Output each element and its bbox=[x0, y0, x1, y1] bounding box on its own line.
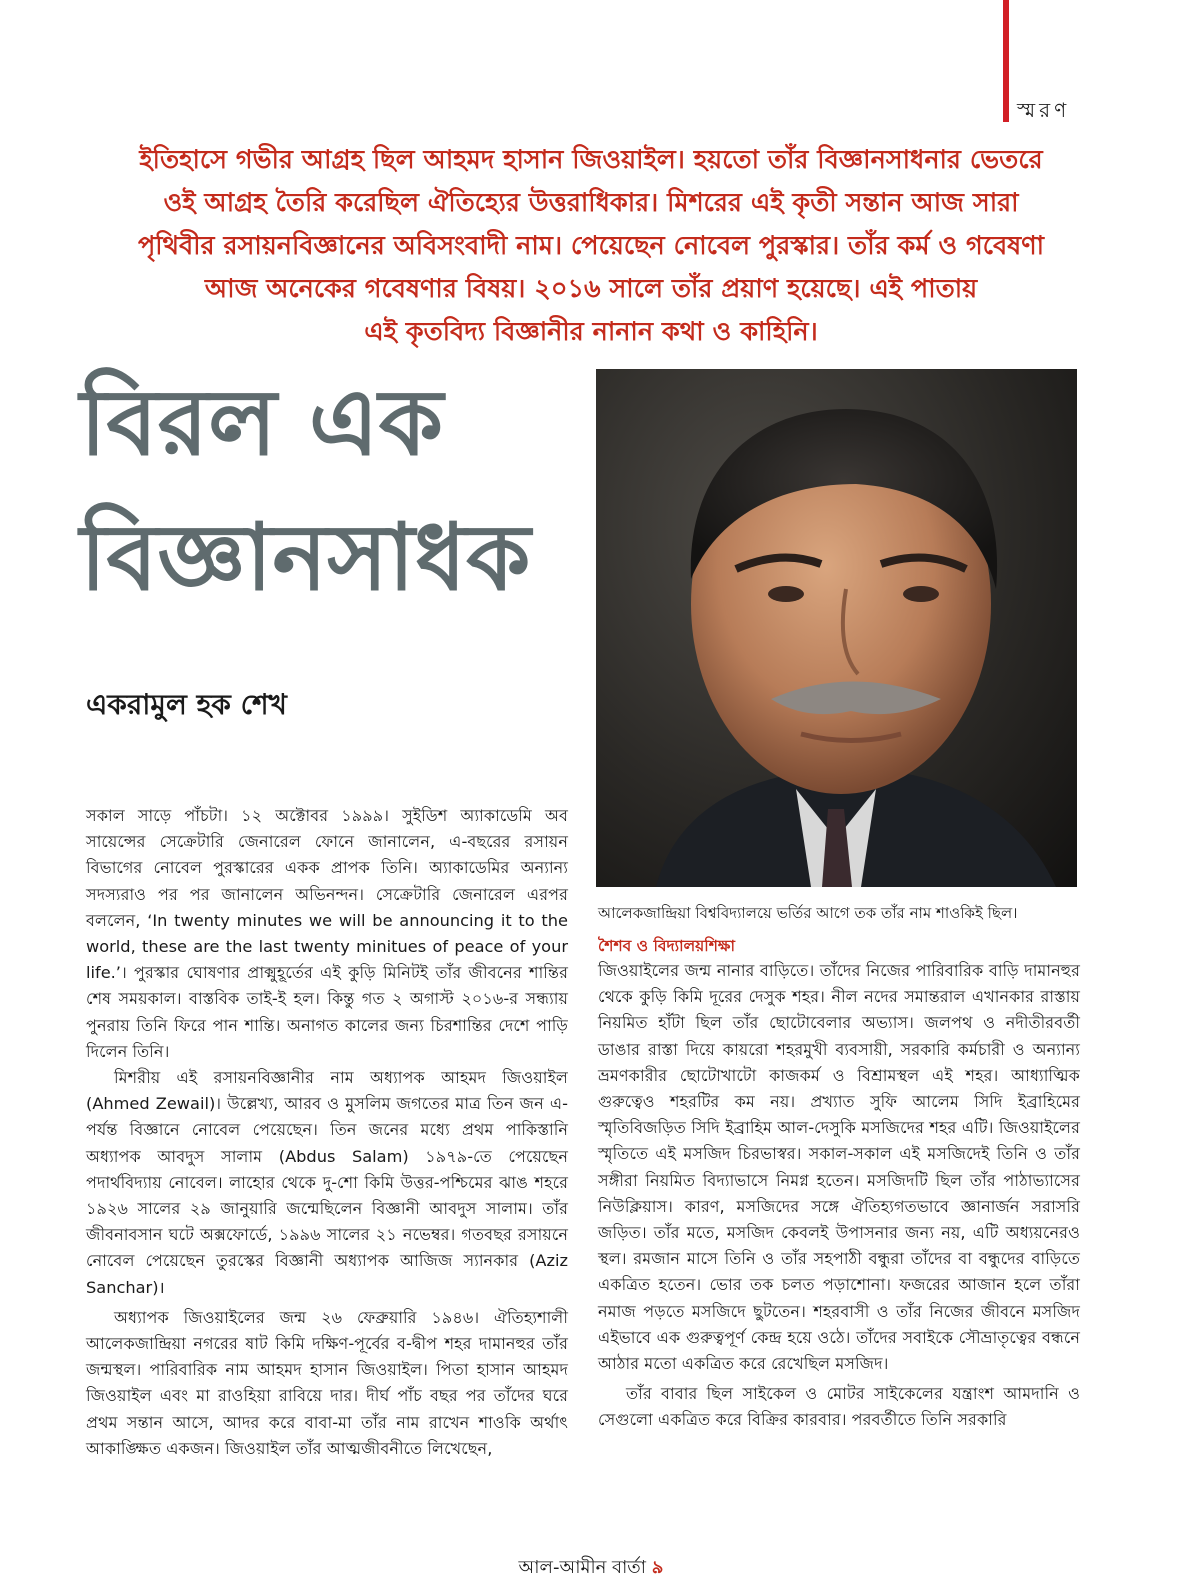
photo-caption: আলেকজান্দ্রিয়া বিশ্ববিদ্যালয়ে ভর্তির আগে তক তাঁর নাম শাওকিই ছিল। bbox=[598, 904, 1018, 922]
title-line-1: বিরল এক bbox=[80, 368, 444, 476]
article-paragraph: অধ্যাপক জিওয়াইলের জন্ম ২৬ ফেব্রুয়ারি ১৯৪৬। ঐতিহ্যশালী আলেকজান্দ্রিয়া নগরের ষাট কিমি দক্ষিণ-পূর্বের ব-দ্বীপ শহর দামানহুর তাঁর জন্মস্থল। পারিবারিক নাম আহমদ হাসান জিওয়াইল। পিতা হাসান আহমদ জিওয়াইল এবং মা রাওহিয়া রাবিয়ে দার। দীর্ঘ পাঁচ বছর পর তাঁদের ঘরে প্রথম সন্তান আসে, আদর করে বাবা-মা তাঁর নাম রাখেন শাওকি অর্থাৎ আকাঙ্ক্ষিত একজন। জিওয়াইল তাঁর আত্মজীবনীতে লিখেছেন, bbox=[86, 1307, 568, 1458]
intro-line: এই কৃতবিদ্য বিজ্ঞানীর নানান কথা ও কাহিনি। bbox=[364, 317, 818, 347]
article-paragraph: তাঁর বাবার ছিল সাইকেল ও মোটর সাইকেলের যন্ত্রাংশ আমদানি ও সেগুলো একত্রিত করে বিক্রির কারবার। পরবর্তীতে তিনি সরকারি bbox=[598, 1384, 1080, 1430]
portrait-photo bbox=[596, 369, 1077, 887]
article-title bbox=[80, 355, 600, 625]
article-paragraph: মিশরীয় এই রসায়নবিজ্ঞানীর নাম অধ্যাপক আহমদ জিওয়াইল (Ahmed Zewail)। উল্লেখ্য, আরব ও মুসলিম জগতের মাত্র তিন জন এ-পর্যন্ত বিজ্ঞানে নোবেল পেয়েছেন। তিন জনের মধ্যে প্রথম পাকিস্তানি অধ্যাপক আবদুস সালাম (Abdus Salam) ১৯৭৯-তে পেয়েছেন পদার্থবিদ্যায় নোবেল। লাহোর থেকে দু-শো কিমি উত্তর-পশ্চিমের ঝাঙ শহরে ১৯২৬ সালের ২৯ জানুয়ারি জন্মেছিলেন বিজ্ঞানী আবদুস সালাম। তাঁর জীবনাবসান ঘটে অক্সফোর্ডে, ১৯৯৬ সালের ২১ নভেম্বর। গতবছর রসায়নে নোবেল পেয়েছেন তুরস্কের বিজ্ঞানী অধ্যাপক আজিজ স্যানকার (Aziz Sanchar)। bbox=[86, 1068, 568, 1297]
intro-line: ওই আগ্রহ তৈরি করেছিল ঐতিহ্যের উত্তরাধিকার। মিশরের এই কৃতী সন্তান আজ সারা bbox=[163, 188, 1019, 218]
author-byline: একরামুল হক শেখ bbox=[86, 688, 287, 721]
article-column-right bbox=[598, 958, 1080, 1434]
page-number: ৯ bbox=[651, 1557, 664, 1578]
portrait-illustration bbox=[596, 369, 1077, 887]
article-paragraph: জিওয়াইলের জন্ম নানার বাড়িতে। তাঁদের নিজের পারিবারিক বাড়ি দামানহুর থেকে কুড়ি কিমি দূরের দেসুক শহর। নীল নদের সমান্তরাল এখানকার রাস্তায় নিয়মিত হাঁটা ছিল তাঁর ছোটোবেলার অভ্যাস। জলপথ ও নদীতীরবর্তী ডাঙার রাস্তা দিয়ে কায়রো শহরমুখী ব্যবসায়ী, সরকারি কর্মচারী ও অন্যান্য ভ্রমণকারীর ছোটোখাটো কাজকর্ম ও বিশ্রামস্থল এই শহর। আধ্যাত্মিক গুরুত্বেও শহরটির কম নয়। প্রখ্যাত সুফি আলেম সিদি ইব্রাহিমের স্মৃতিবিজড়িত সিদি ইব্রাহিম আল-দেসুকি মসজিদের শহর এটি। জিওয়াইলের স্মৃতিতে এই মসজিদ চিরভাস্বর। সকাল-সকাল এই মসজিদেই তিনি ও তাঁর সঙ্গীরা নিয়মিত বিদ্যাভাসে নিমগ্ন হতেন। মসজিদটি ছিল তাঁর পাঠাভ্যাসের নিউক্লিয়াস। কারণ, মসজিদের সঙ্গে ঐতিহ্যগতভাবে জ্ঞানার্জন সরাসরি জড়িত। তাঁর মতে, মসজিদ কেবলই উপাসনার জন্য নয়, এটি অধ্যয়নেরও স্থল। রমজান মাসে তিনি ও তাঁর সহপাঠী বন্ধুরা তাঁদের বা বন্ধুদের বাড়িতে একত্রিত হতেন। ভোর তক চলত পড়াশোনা। ফজরের আজান হলে তাঁরা নমাজ পড়তে মসজিদে ছুটতেন। শহরবাসী ও তাঁর নিজের জীবনে মসজিদ এইভাবে এক গুরুত্বপূর্ণ কেন্দ্র হয়ে ওঠে। তাঁদের সবাইকে সৌভ্রাতৃত্বের বন্ধনে আঠার মতো একত্রিত করে রেখেছিল মসজিদ। bbox=[598, 961, 1080, 1374]
section-label: স্মরণ bbox=[1017, 98, 1071, 122]
magazine-name: আল-আমীন বার্তা bbox=[518, 1557, 647, 1578]
title-line-2: বিজ্ঞানসাধক bbox=[80, 503, 531, 611]
intro-line: পৃথিবীর রসায়নবিজ্ঞানের অবিসংবাদী নাম। পেয়েছেন নোবেল পুরস্কার। তাঁর কর্ম ও গবেষণা bbox=[137, 231, 1045, 261]
page-footer bbox=[0, 1553, 1182, 1584]
section-subheading: শৈশব ও বিদ্যালয়শিক্ষা bbox=[598, 937, 735, 955]
section-accent-bar bbox=[1003, 0, 1009, 122]
intro-line: আজ অনেকের গবেষণার বিষয়। ২০১৬ সালে তাঁর প্রয়াণ হয়েছে। এই পাতায় bbox=[204, 274, 978, 304]
intro-line: ইতিহাসে গভীর আগ্রহ ছিল আহমদ হাসান জিওয়াইল। হয়তো তাঁর বিজ্ঞানসাধনার ভেতরে bbox=[139, 145, 1043, 175]
article-column-left bbox=[86, 803, 568, 1462]
article-paragraph: সকাল সাড়ে পাঁচটা। ১২ অক্টোবর ১৯৯৯। সুইডিশ অ্যাকাডেমি অব সায়েন্সের সেক্রেটারি জেনারেল ফোনে জানালেন, এ-বছরের রসায়ন বিভাগের নোবেল পুরস্কারের একক প্রাপক তিনি। অ্যাকাডেমির অন্যান্য সদস্যরাও পর পর জানালেন অভিনন্দন। সেক্রেটারি জেনারেল এরপর বললেন, ‘In twenty minutes we will be announcing it to the world, these are the last twenty minitues of peace of your life.’। পুরস্কার ঘোষণার প্রাক্মুহূর্তের এই কুড়ি মিনিটই তাঁর জীবনের শান্তির শেষ সময়কাল। বাস্তবিক তাই-ই হল। কিন্তু গত ২ অগাস্ট ২০১৬-র সন্ধ্যায় পুনরায় তিনি ফিরে পান শান্তি। অনাগত কালের জন্য চিরশান্তির দেশে পাড়ি দিলেন তিনি। bbox=[86, 806, 568, 1061]
intro-standfirst bbox=[60, 139, 1122, 354]
